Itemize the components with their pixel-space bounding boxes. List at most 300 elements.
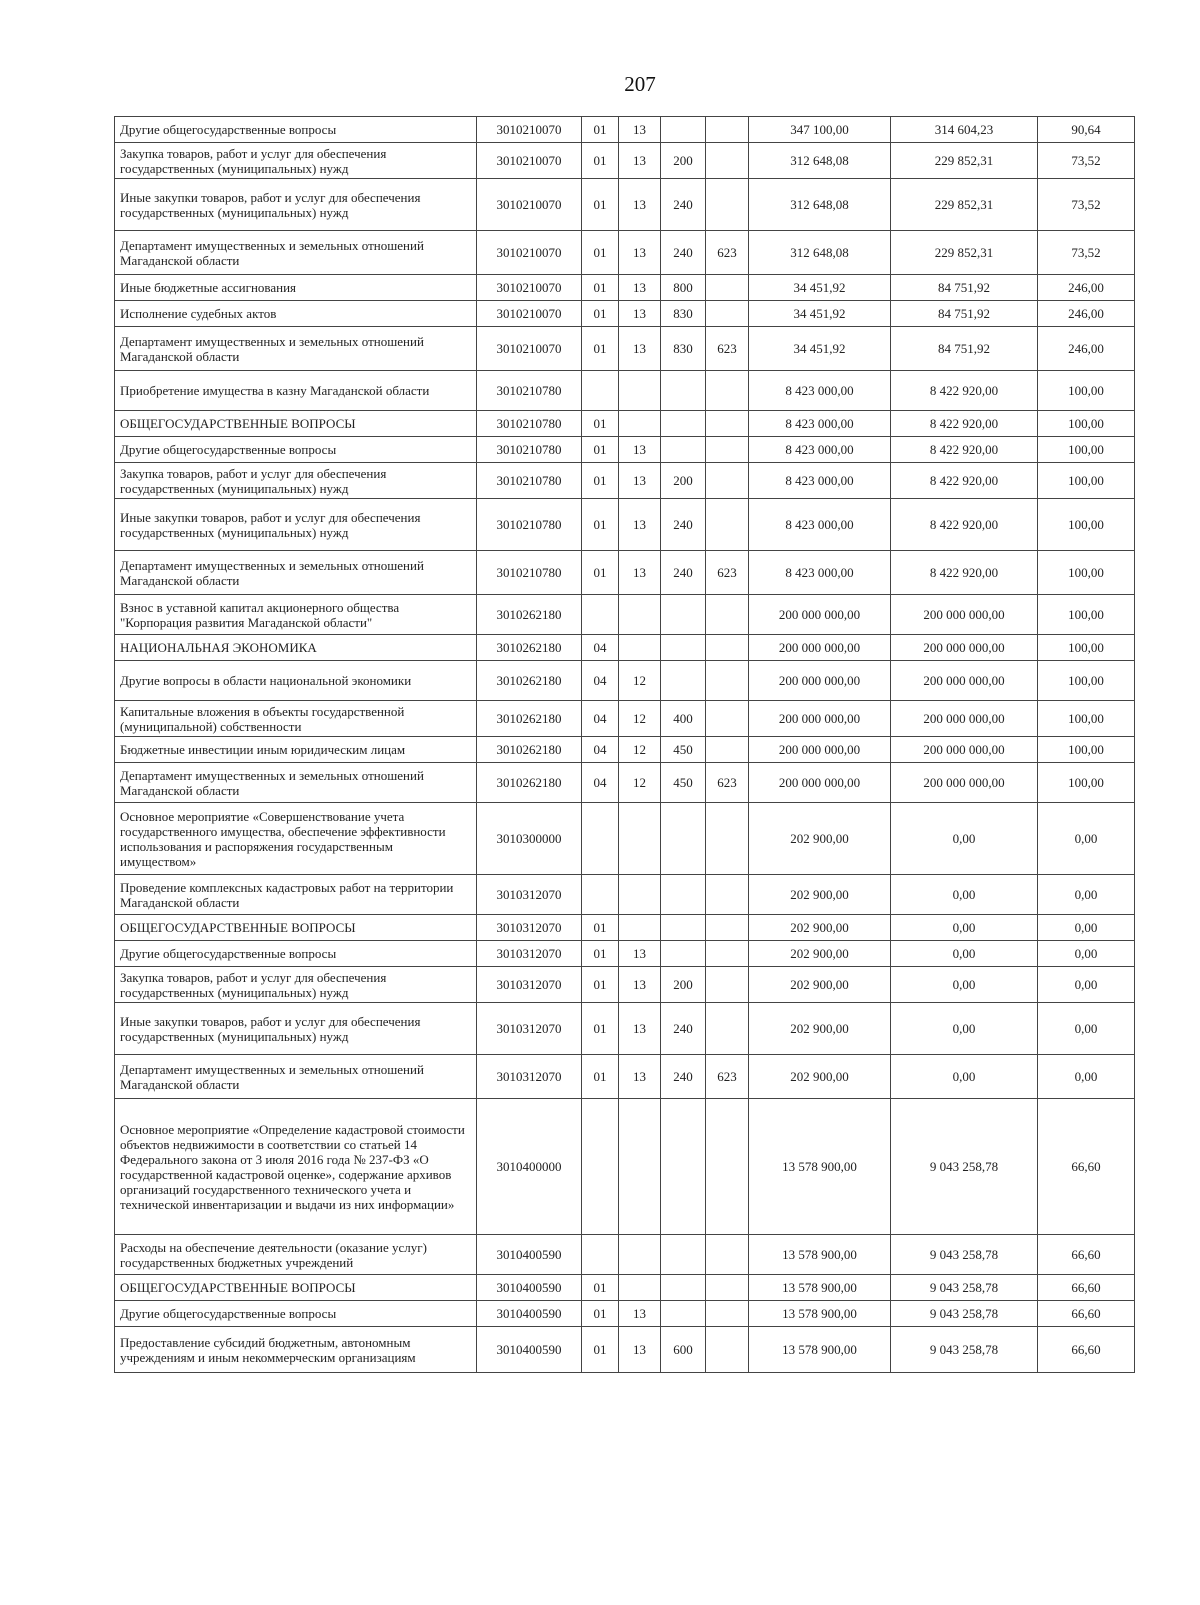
cell-plan: 202 900,00 (749, 875, 891, 915)
table-row (115, 179, 1135, 231)
table-body (115, 117, 1135, 1373)
cell-percent: 0,00 (1038, 803, 1135, 875)
table-row (115, 1055, 1135, 1099)
cell-fact: 200 000 000,00 (891, 661, 1038, 701)
cell-target-article: 3010400590 (477, 1327, 582, 1373)
cell-expense-type: 830 (661, 327, 706, 371)
cell-subsection: 13 (619, 231, 661, 275)
table-row (115, 1301, 1135, 1327)
cell-name: Департамент имущественных и земельных отношений Магаданской области (115, 327, 477, 371)
table-row (115, 1235, 1135, 1275)
cell-name: Основное мероприятие «Совершенствование учета государственного имущества, обеспечение эффективности использования и распоряжения государственным имуществом» (115, 803, 477, 875)
page-number: 207 (624, 72, 656, 96)
cell-administrator (706, 595, 749, 635)
cell-percent: 100,00 (1038, 763, 1135, 803)
cell-section: 01 (582, 1327, 619, 1373)
cell-section: 01 (582, 275, 619, 301)
table-row (115, 301, 1135, 327)
cell-subsection: 13 (619, 143, 661, 179)
cell-name: Взнос в уставной капитал акционерного общества "Корпорация развития Магаданской области" (115, 595, 477, 635)
cell-percent: 100,00 (1038, 635, 1135, 661)
cell-name: Бюджетные инвестиции иным юридическим лицам (115, 737, 477, 763)
cell-fact: 200 000 000,00 (891, 737, 1038, 763)
cell-percent: 73,52 (1038, 143, 1135, 179)
cell-fact: 200 000 000,00 (891, 635, 1038, 661)
cell-fact: 200 000 000,00 (891, 701, 1038, 737)
cell-plan: 8 423 000,00 (749, 463, 891, 499)
cell-target-article: 3010210070 (477, 327, 582, 371)
cell-section: 04 (582, 763, 619, 803)
table-row (115, 411, 1135, 437)
cell-section: 04 (582, 701, 619, 737)
cell-plan: 34 451,92 (749, 301, 891, 327)
cell-percent: 100,00 (1038, 463, 1135, 499)
cell-fact: 0,00 (891, 1055, 1038, 1099)
table-row (115, 117, 1135, 143)
cell-percent: 100,00 (1038, 437, 1135, 463)
cell-percent: 100,00 (1038, 411, 1135, 437)
table-row (115, 371, 1135, 411)
cell-target-article: 3010210780 (477, 411, 582, 437)
cell-subsection (619, 1275, 661, 1301)
cell-fact: 9 043 258,78 (891, 1099, 1038, 1235)
cell-section: 01 (582, 179, 619, 231)
cell-section: 01 (582, 411, 619, 437)
cell-section: 01 (582, 1055, 619, 1099)
cell-fact: 9 043 258,78 (891, 1327, 1038, 1373)
cell-percent: 0,00 (1038, 875, 1135, 915)
cell-percent: 66,60 (1038, 1099, 1135, 1235)
cell-name: Департамент имущественных и земельных отношений Магаданской области (115, 1055, 477, 1099)
cell-subsection: 13 (619, 1055, 661, 1099)
table-row (115, 551, 1135, 595)
cell-target-article: 3010312070 (477, 1003, 582, 1055)
cell-subsection: 13 (619, 967, 661, 1003)
table-row (115, 635, 1135, 661)
cell-name: Иные бюджетные ассигнования (115, 275, 477, 301)
cell-subsection (619, 411, 661, 437)
cell-expense-type (661, 437, 706, 463)
cell-percent: 246,00 (1038, 275, 1135, 301)
cell-name: ОБЩЕГОСУДАРСТВЕННЫЕ ВОПРОСЫ (115, 915, 477, 941)
cell-administrator (706, 275, 749, 301)
table-row (115, 803, 1135, 875)
cell-percent: 100,00 (1038, 499, 1135, 551)
cell-section: 04 (582, 635, 619, 661)
cell-percent: 0,00 (1038, 1003, 1135, 1055)
cell-target-article: 3010210780 (477, 371, 582, 411)
cell-plan: 13 578 900,00 (749, 1235, 891, 1275)
cell-expense-type (661, 915, 706, 941)
cell-subsection: 13 (619, 275, 661, 301)
cell-target-article: 3010312070 (477, 967, 582, 1003)
cell-administrator: 623 (706, 551, 749, 595)
cell-administrator: 623 (706, 327, 749, 371)
cell-subsection: 12 (619, 763, 661, 803)
cell-fact: 0,00 (891, 1003, 1038, 1055)
cell-administrator (706, 1275, 749, 1301)
cell-expense-type (661, 635, 706, 661)
cell-expense-type (661, 411, 706, 437)
cell-subsection: 13 (619, 437, 661, 463)
cell-name: Другие общегосударственные вопросы (115, 941, 477, 967)
cell-fact: 9 043 258,78 (891, 1275, 1038, 1301)
table-row (115, 1327, 1135, 1373)
cell-plan: 202 900,00 (749, 803, 891, 875)
cell-subsection: 13 (619, 941, 661, 967)
table-row (115, 967, 1135, 1003)
cell-subsection: 13 (619, 117, 661, 143)
cell-plan: 200 000 000,00 (749, 763, 891, 803)
cell-administrator (706, 803, 749, 875)
cell-subsection (619, 915, 661, 941)
cell-fact: 8 422 920,00 (891, 371, 1038, 411)
cell-administrator (706, 1099, 749, 1235)
cell-percent: 100,00 (1038, 551, 1135, 595)
cell-administrator (706, 941, 749, 967)
cell-section: 01 (582, 117, 619, 143)
cell-expense-type (661, 941, 706, 967)
cell-plan: 200 000 000,00 (749, 595, 891, 635)
cell-plan: 200 000 000,00 (749, 737, 891, 763)
cell-plan: 8 423 000,00 (749, 411, 891, 437)
cell-expense-type: 450 (661, 763, 706, 803)
cell-administrator: 623 (706, 763, 749, 803)
cell-plan: 13 578 900,00 (749, 1301, 891, 1327)
cell-section: 01 (582, 499, 619, 551)
cell-subsection: 12 (619, 737, 661, 763)
cell-fact: 9 043 258,78 (891, 1235, 1038, 1275)
cell-section: 01 (582, 301, 619, 327)
cell-expense-type (661, 1275, 706, 1301)
cell-target-article: 3010210070 (477, 275, 582, 301)
cell-name: Департамент имущественных и земельных отношений Магаданской области (115, 231, 477, 275)
cell-section: 01 (582, 437, 619, 463)
cell-target-article: 3010262180 (477, 763, 582, 803)
cell-expense-type (661, 117, 706, 143)
cell-plan: 202 900,00 (749, 967, 891, 1003)
cell-name: Основное мероприятие «Определение кадастровой стоимости объектов недвижимости в соответствии со статьей 14 Федерального закона от 3 июля 2016 года № 237-ФЗ «О государственной кадастровой оценке», содержание архивов организаций государственного технического учета и технической инвентаризации и выдачи из них информации» (115, 1099, 477, 1235)
cell-fact: 84 751,92 (891, 327, 1038, 371)
cell-expense-type: 240 (661, 1003, 706, 1055)
cell-administrator (706, 179, 749, 231)
cell-plan: 34 451,92 (749, 275, 891, 301)
cell-expense-type (661, 1301, 706, 1327)
cell-administrator (706, 117, 749, 143)
cell-name: Другие общегосударственные вопросы (115, 117, 477, 143)
cell-plan: 13 578 900,00 (749, 1327, 891, 1373)
cell-target-article: 3010210780 (477, 499, 582, 551)
cell-fact: 200 000 000,00 (891, 763, 1038, 803)
table-row (115, 437, 1135, 463)
cell-section (582, 1099, 619, 1235)
cell-target-article: 3010210070 (477, 179, 582, 231)
cell-name: Другие общегосударственные вопросы (115, 1301, 477, 1327)
cell-subsection: 13 (619, 1301, 661, 1327)
table-row (115, 595, 1135, 635)
cell-name: НАЦИОНАЛЬНАЯ ЭКОНОМИКА (115, 635, 477, 661)
cell-target-article: 3010262180 (477, 701, 582, 737)
cell-name: Исполнение судебных актов (115, 301, 477, 327)
cell-expense-type: 240 (661, 231, 706, 275)
cell-expense-type: 200 (661, 967, 706, 1003)
cell-subsection: 13 (619, 551, 661, 595)
cell-expense-type (661, 803, 706, 875)
cell-administrator (706, 1235, 749, 1275)
cell-administrator (706, 411, 749, 437)
cell-name: Закупка товаров, работ и услуг для обеспечения государственных (муниципальных) нужд (115, 143, 477, 179)
cell-subsection: 13 (619, 463, 661, 499)
cell-percent: 66,60 (1038, 1327, 1135, 1373)
cell-plan: 200 000 000,00 (749, 635, 891, 661)
cell-target-article: 3010210780 (477, 463, 582, 499)
cell-section: 01 (582, 1275, 619, 1301)
cell-expense-type (661, 595, 706, 635)
cell-fact: 229 852,31 (891, 179, 1038, 231)
cell-subsection (619, 1099, 661, 1235)
cell-subsection: 12 (619, 661, 661, 701)
cell-fact: 8 422 920,00 (891, 499, 1038, 551)
cell-section: 01 (582, 327, 619, 371)
cell-percent: 100,00 (1038, 371, 1135, 411)
table-row (115, 463, 1135, 499)
cell-section (582, 803, 619, 875)
cell-administrator (706, 915, 749, 941)
cell-target-article: 3010400000 (477, 1099, 582, 1235)
cell-expense-type: 200 (661, 143, 706, 179)
cell-fact: 314 604,23 (891, 117, 1038, 143)
cell-expense-type: 400 (661, 701, 706, 737)
cell-fact: 8 422 920,00 (891, 463, 1038, 499)
cell-percent: 246,00 (1038, 327, 1135, 371)
cell-subsection (619, 371, 661, 411)
table-row (115, 275, 1135, 301)
cell-fact: 200 000 000,00 (891, 595, 1038, 635)
cell-subsection (619, 595, 661, 635)
cell-target-article: 3010262180 (477, 595, 582, 635)
cell-target-article: 3010210070 (477, 231, 582, 275)
cell-plan: 13 578 900,00 (749, 1275, 891, 1301)
cell-administrator (706, 737, 749, 763)
cell-percent: 0,00 (1038, 1055, 1135, 1099)
cell-target-article: 3010312070 (477, 875, 582, 915)
cell-target-article: 3010400590 (477, 1301, 582, 1327)
cell-plan: 200 000 000,00 (749, 661, 891, 701)
cell-percent: 73,52 (1038, 231, 1135, 275)
cell-administrator (706, 463, 749, 499)
budget-table (114, 116, 1135, 1373)
table-row (115, 499, 1135, 551)
cell-subsection: 13 (619, 327, 661, 371)
cell-fact: 0,00 (891, 803, 1038, 875)
cell-expense-type: 830 (661, 301, 706, 327)
cell-percent: 100,00 (1038, 737, 1135, 763)
cell-administrator (706, 701, 749, 737)
cell-percent: 100,00 (1038, 701, 1135, 737)
table-row (115, 231, 1135, 275)
cell-administrator: 623 (706, 231, 749, 275)
cell-target-article: 3010400590 (477, 1235, 582, 1275)
cell-expense-type (661, 1235, 706, 1275)
cell-name: Иные закупки товаров, работ и услуг для обеспечения государственных (муниципальных) нужд (115, 499, 477, 551)
cell-fact: 84 751,92 (891, 275, 1038, 301)
cell-administrator (706, 967, 749, 1003)
cell-percent: 100,00 (1038, 661, 1135, 701)
cell-section (582, 875, 619, 915)
cell-fact: 229 852,31 (891, 143, 1038, 179)
cell-percent: 0,00 (1038, 967, 1135, 1003)
cell-target-article: 3010400590 (477, 1275, 582, 1301)
cell-expense-type: 240 (661, 1055, 706, 1099)
cell-administrator (706, 301, 749, 327)
cell-section: 01 (582, 1003, 619, 1055)
cell-section: 04 (582, 661, 619, 701)
cell-expense-type (661, 661, 706, 701)
table-row (115, 941, 1135, 967)
table-row (115, 915, 1135, 941)
cell-name: Приобретение имущества в казну Магаданской области (115, 371, 477, 411)
cell-percent: 66,60 (1038, 1275, 1135, 1301)
cell-section: 04 (582, 737, 619, 763)
table-row (115, 143, 1135, 179)
cell-subsection (619, 875, 661, 915)
cell-fact: 8 422 920,00 (891, 551, 1038, 595)
cell-fact: 8 422 920,00 (891, 411, 1038, 437)
cell-name: Иные закупки товаров, работ и услуг для обеспечения государственных (муниципальных) нужд (115, 179, 477, 231)
cell-expense-type: 240 (661, 551, 706, 595)
cell-administrator: 623 (706, 1055, 749, 1099)
cell-section: 01 (582, 231, 619, 275)
cell-name: Предоставление субсидий бюджетным, автономным учреждениям и иным некоммерческим организациям (115, 1327, 477, 1373)
cell-expense-type: 450 (661, 737, 706, 763)
cell-percent: 90,64 (1038, 117, 1135, 143)
cell-fact: 0,00 (891, 915, 1038, 941)
cell-section: 01 (582, 967, 619, 1003)
cell-administrator (706, 371, 749, 411)
cell-target-article: 3010262180 (477, 737, 582, 763)
cell-section (582, 595, 619, 635)
cell-target-article: 3010312070 (477, 915, 582, 941)
cell-fact: 229 852,31 (891, 231, 1038, 275)
cell-name: Другие вопросы в области национальной экономики (115, 661, 477, 701)
cell-name: Закупка товаров, работ и услуг для обеспечения государственных (муниципальных) нужд (115, 967, 477, 1003)
cell-section: 01 (582, 1301, 619, 1327)
cell-name: Иные закупки товаров, работ и услуг для обеспечения государственных (муниципальных) нужд (115, 1003, 477, 1055)
table-row (115, 661, 1135, 701)
cell-plan: 8 423 000,00 (749, 551, 891, 595)
cell-subsection: 12 (619, 701, 661, 737)
cell-section: 01 (582, 551, 619, 595)
cell-percent: 246,00 (1038, 301, 1135, 327)
cell-section: 01 (582, 463, 619, 499)
cell-percent: 0,00 (1038, 941, 1135, 967)
cell-administrator (706, 143, 749, 179)
cell-plan: 34 451,92 (749, 327, 891, 371)
cell-administrator (706, 1301, 749, 1327)
table-row (115, 1003, 1135, 1055)
cell-expense-type: 600 (661, 1327, 706, 1373)
cell-target-article: 3010210780 (477, 551, 582, 595)
cell-target-article: 3010312070 (477, 1055, 582, 1099)
cell-section (582, 1235, 619, 1275)
cell-plan: 202 900,00 (749, 1003, 891, 1055)
cell-expense-type: 200 (661, 463, 706, 499)
cell-expense-type (661, 1099, 706, 1235)
cell-target-article: 3010210070 (477, 143, 582, 179)
cell-plan: 13 578 900,00 (749, 1099, 891, 1235)
cell-target-article: 3010210070 (477, 301, 582, 327)
cell-name: Другие общегосударственные вопросы (115, 437, 477, 463)
cell-section (582, 371, 619, 411)
cell-expense-type: 800 (661, 275, 706, 301)
cell-section: 01 (582, 143, 619, 179)
cell-target-article: 3010210780 (477, 437, 582, 463)
cell-name: Департамент имущественных и земельных отношений Магаданской области (115, 763, 477, 803)
cell-percent: 66,60 (1038, 1301, 1135, 1327)
cell-name: Проведение комплексных кадастровых работ на территории Магаданской области (115, 875, 477, 915)
cell-fact: 0,00 (891, 967, 1038, 1003)
table-row (115, 875, 1135, 915)
cell-target-article: 3010262180 (477, 661, 582, 701)
cell-plan: 202 900,00 (749, 915, 891, 941)
cell-subsection: 13 (619, 499, 661, 551)
cell-administrator (706, 661, 749, 701)
cell-fact: 8 422 920,00 (891, 437, 1038, 463)
cell-fact: 9 043 258,78 (891, 1301, 1038, 1327)
cell-subsection: 13 (619, 1003, 661, 1055)
cell-fact: 0,00 (891, 941, 1038, 967)
cell-section: 01 (582, 941, 619, 967)
cell-target-article: 3010262180 (477, 635, 582, 661)
cell-plan: 312 648,08 (749, 179, 891, 231)
table-row (115, 1099, 1135, 1235)
cell-plan: 8 423 000,00 (749, 437, 891, 463)
cell-subsection: 13 (619, 301, 661, 327)
cell-plan: 202 900,00 (749, 941, 891, 967)
cell-fact: 84 751,92 (891, 301, 1038, 327)
cell-plan: 8 423 000,00 (749, 371, 891, 411)
cell-expense-type (661, 371, 706, 411)
cell-subsection (619, 803, 661, 875)
cell-subsection (619, 1235, 661, 1275)
cell-name: Департамент имущественных и земельных отношений Магаданской области (115, 551, 477, 595)
cell-plan: 347 100,00 (749, 117, 891, 143)
cell-administrator (706, 437, 749, 463)
cell-name: ОБЩЕГОСУДАРСТВЕННЫЕ ВОПРОСЫ (115, 411, 477, 437)
cell-plan: 312 648,08 (749, 231, 891, 275)
cell-subsection: 13 (619, 1327, 661, 1373)
cell-plan: 8 423 000,00 (749, 499, 891, 551)
cell-plan: 202 900,00 (749, 1055, 891, 1099)
table-row (115, 701, 1135, 737)
cell-target-article: 3010210070 (477, 117, 582, 143)
table-row (115, 327, 1135, 371)
cell-expense-type: 240 (661, 499, 706, 551)
cell-administrator (706, 1327, 749, 1373)
cell-subsection (619, 635, 661, 661)
cell-percent: 0,00 (1038, 915, 1135, 941)
table-row (115, 763, 1135, 803)
cell-fact: 0,00 (891, 875, 1038, 915)
table-row (115, 1275, 1135, 1301)
cell-subsection: 13 (619, 179, 661, 231)
cell-expense-type (661, 875, 706, 915)
cell-section: 01 (582, 915, 619, 941)
cell-administrator (706, 499, 749, 551)
cell-expense-type: 240 (661, 179, 706, 231)
cell-percent: 66,60 (1038, 1235, 1135, 1275)
table-row (115, 737, 1135, 763)
